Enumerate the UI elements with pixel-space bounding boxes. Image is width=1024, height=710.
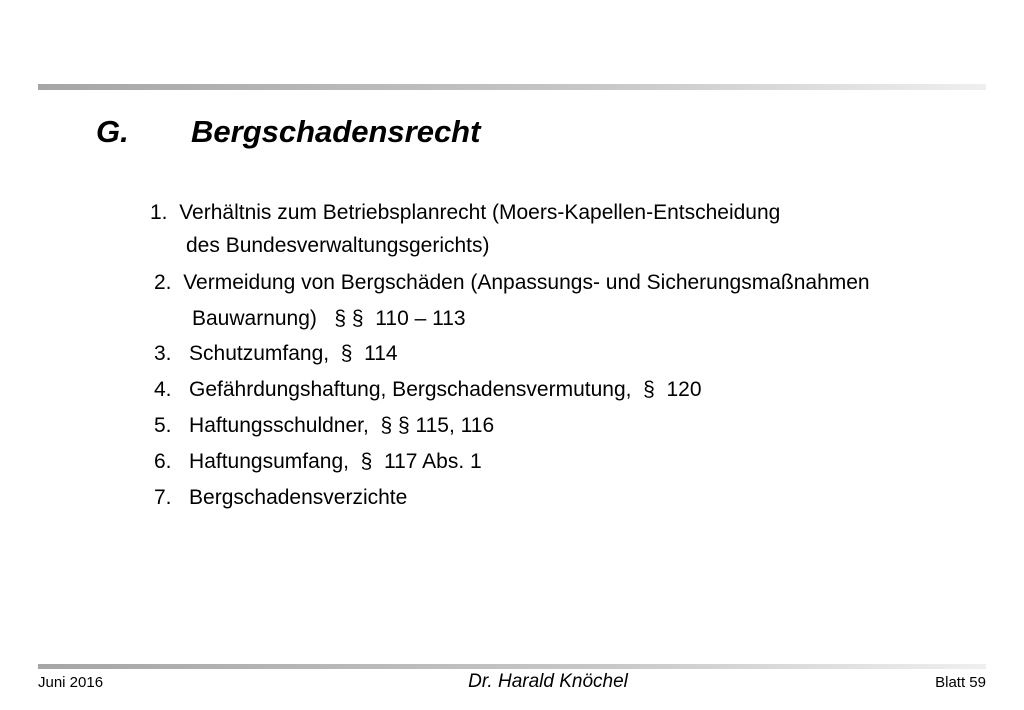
list-item-text: Haftungsschuldner, § § 115, 116 (189, 414, 495, 437)
list-item-2-continuation: Bauwarnung) § § 110 – 113 (192, 307, 466, 330)
list-item-number: 6. (154, 450, 172, 473)
list-item-7 (154, 485, 407, 511)
list-item-number: 5. (154, 414, 172, 437)
list-item-text: Verhältnis zum Betriebsplanrecht (Moers-Kapellen-Entscheidung (179, 201, 781, 224)
top-divider (38, 84, 986, 90)
slide-title (96, 114, 480, 150)
list-item-2 (154, 270, 870, 296)
list-item-5 (154, 413, 494, 439)
list-item-text: Haftungsumfang, § 117 Abs. 1 (189, 450, 482, 473)
list-item-4 (154, 377, 702, 403)
list-item-number: 3. (154, 342, 172, 365)
footer-author: Dr. Harald Knöchel (468, 671, 628, 692)
list-item-3 (154, 341, 398, 367)
list-item-text: Gefährdungshaftung, Bergschadensvermutung, § 120 (189, 378, 702, 401)
list-item-number: 4. (154, 378, 172, 401)
list-item-6 (154, 449, 482, 475)
footer-date: Juni 2016 (38, 674, 104, 691)
list-item-1-continuation: des Bundesverwaltungsgerichts) (186, 234, 490, 257)
list-item-number: 1. (150, 201, 168, 224)
footer-page-number: Blatt 59 (935, 674, 986, 691)
title-letter: G. (96, 114, 129, 149)
list-item-number: 2. (154, 271, 172, 294)
title-text: Bergschadensrecht (191, 114, 481, 149)
bottom-divider (38, 664, 986, 669)
list-item-number: 7. (154, 486, 172, 509)
list-item-text: Bergschadensverzichte (189, 486, 408, 509)
list-item-1 (150, 200, 780, 226)
list-item-text: Vermeidung von Bergschäden (Anpassungs- und Sicherungsmaßnahmen (183, 271, 870, 294)
list-item-text: Schutzumfang, § 114 (189, 342, 398, 365)
